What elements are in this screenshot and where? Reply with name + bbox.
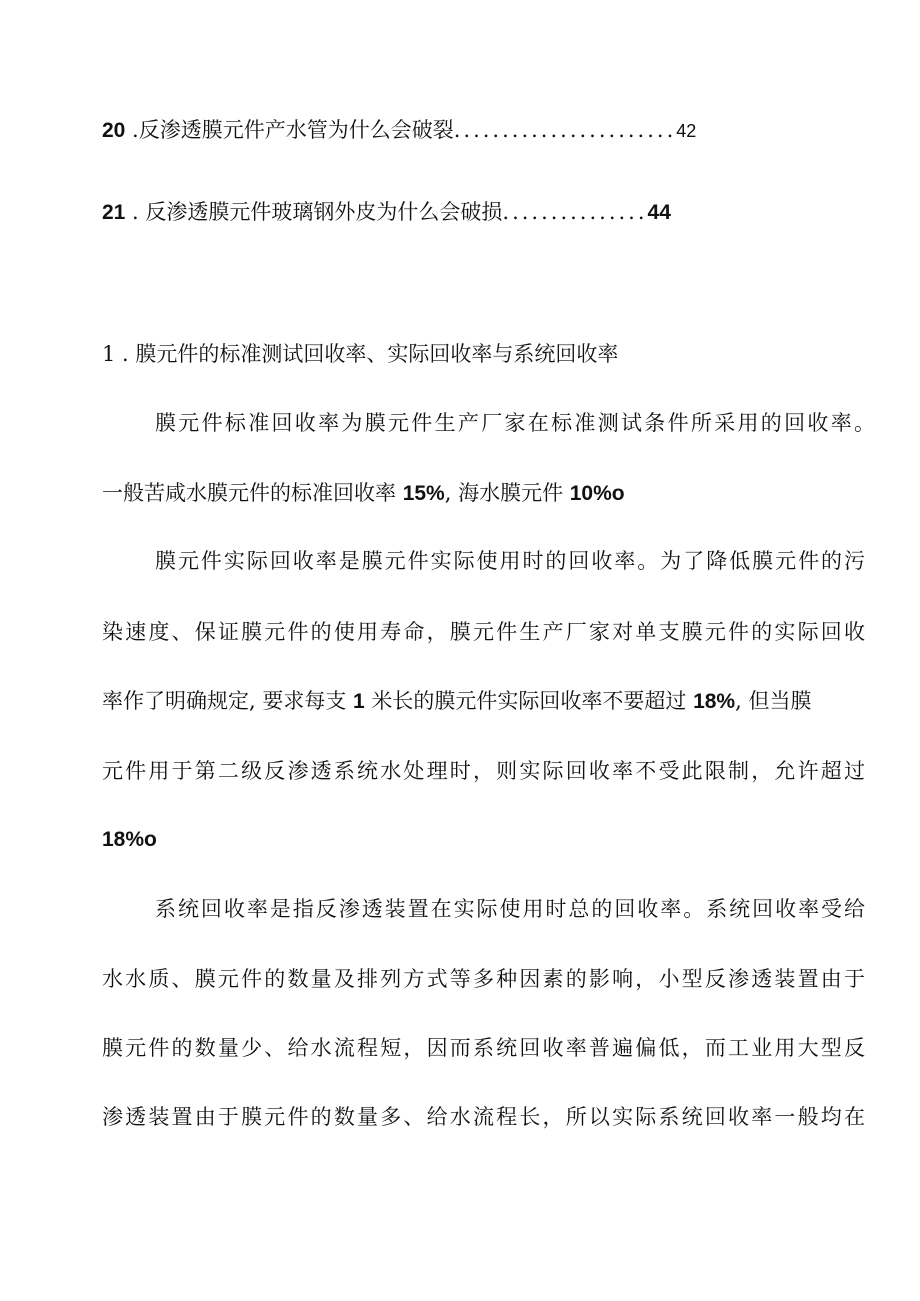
percent-value: 15% [402,482,445,505]
paragraph-2-line-1: 膜元件实际回收率是膜元件实际使用时的回收率。为了降低膜元件的污 [155,549,865,573]
percent-value: 18% [693,690,736,713]
percent-value: 10%o [569,482,625,505]
text-run: 米长的膜元件实际回收率不要超过 [364,689,694,713]
toc-title: . 反渗透膜元件玻璃钢外皮为什么会破损 [125,200,503,224]
paragraph-2-line-2: 染速度、保证膜元件的使用寿命，膜元件生产厂家对单支膜元件的实际回收 [102,620,865,644]
paragraph-3-line-1: 系统回收率是指反渗透装置在实际使用时总的回收率。系统回收率受给 [155,897,865,921]
paragraph-2-line-5: 18%o [102,828,157,851]
paragraph-1-line-2 [102,479,625,508]
paragraph-2-line-4: 元件用于第二级反渗透系统水处理时，则实际回收率不受此限制，允许超过 [102,759,865,783]
toc-number: 21 [102,201,126,224]
toc-title: .反渗透膜元件产水管为什么会破裂 [125,118,454,142]
toc-page-number: 44 [647,201,671,224]
text-run: 率作了明确规定, 要求每支 [102,689,354,713]
paragraph-2-line-3 [102,687,811,716]
toc-entry-20[interactable] [102,116,696,145]
toc-leader-dots: ....................... [453,118,677,142]
text-run: , 但当膜 [735,689,812,713]
toc-leader-dots: ............... [502,200,648,224]
toc-page-number: 42 [676,121,697,141]
paragraph-3-line-4: 渗透装置由于膜元件的数量多、给水流程长，所以实际系统回收率一般均在 [102,1105,865,1129]
toc-number: 20 [102,119,126,142]
text-run: , 海水膜元件 [444,481,570,505]
section-heading: 1 . 膜元件的标准测试回收率、实际回收率与系统回收率 [102,342,619,366]
toc-entry-21[interactable] [102,198,671,227]
number-value: 1 [353,690,365,713]
paragraph-3-line-2: 水水质、膜元件的数量及排列方式等多种因素的影响，小型反渗透装置由于 [102,967,865,991]
paragraph-3-line-3: 膜元件的数量少、给水流程短，因而系统回收率普遍偏低，而工业用大型反 [102,1036,865,1060]
text-run: 一般苦咸水膜元件的标准回收率 [102,481,403,505]
paragraph-1-line-1: 膜元件标准回收率为膜元件生产厂家在标准测试条件所采用的回收率。 [155,411,875,435]
